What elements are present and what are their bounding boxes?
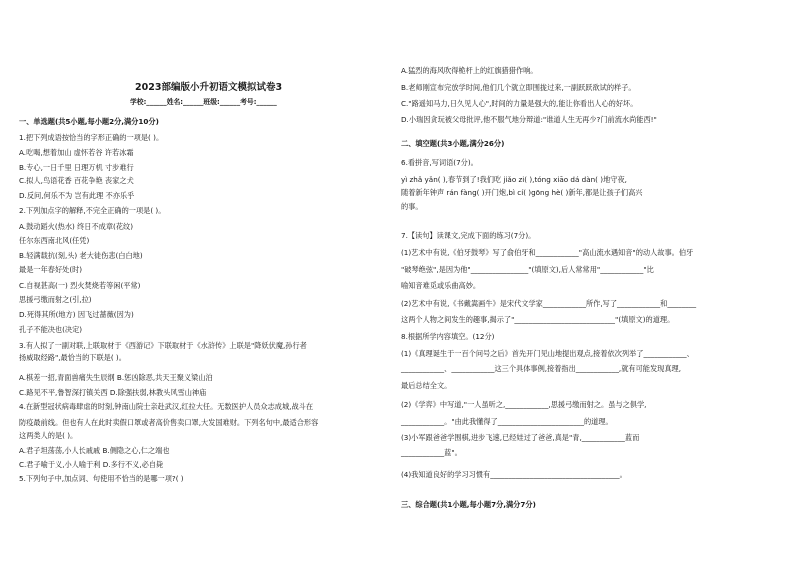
left-text-line: 最是一年春好处(时) xyxy=(19,265,83,274)
left-text-line: A.吃喝,想着加山 虚怀若谷 许若冰霜 xyxy=(19,148,134,157)
left-text-line: 扬威取经路",最恰当的下联是( )。 xyxy=(19,353,126,362)
left-text-line: 1.把下列成语按恰当的字形正确的一项是( )。 xyxy=(19,133,164,142)
left-text-line: C.自视甚高(一) 烈火焚烧若等闲(平常) xyxy=(19,281,141,290)
left-text-line: C.君子喻于义,小人喻于利 D.多行不义,必自毙 xyxy=(19,460,164,469)
right-text-line: A.猛烈的海风吹得桅杆上的红旗猎猎作响。 xyxy=(401,66,538,75)
right-text-line: "破琴绝弦",是因为他"________________"(填原文),后人常常用"____________"比 xyxy=(401,265,654,274)
left-text-line: D.死得其所(地方) 因飞过蔷薇(因为) xyxy=(19,310,134,319)
left-text-line: 2.下列加点字的解释,不完全正确的一项是( )。 xyxy=(19,206,166,215)
right-section-heading: 三、综合题(共1小题,每小题7分,满分7分) xyxy=(401,500,536,509)
left-text-line: 防疫最前线。但也有人在此时卖假口罩或者高价售卖口罩,大发国难财。下列名句中,最适合形容 xyxy=(19,418,319,427)
left-text-line: C.拟人,鸟语花香 百花争艳 丧家之犬 xyxy=(19,176,134,185)
right-text-line: (1)艺术中有说,《伯牙鼓琴》写了俞伯牙和____________"高山流水遇知音"的动人故事。伯牙 xyxy=(401,248,694,257)
right-text-line: (4)我知道良好的学习习惯有____________________________________。 xyxy=(401,470,627,479)
right-text-line: 的事。 xyxy=(401,202,423,211)
right-text-line: D.小瑞因贪玩被父母批评,他不服气地分辩道:"谁道人生无再少?门前流水尚能西!" xyxy=(401,115,657,124)
right-text-line: (3)小军跟爸爸学围棋,进步飞速,已经娃过了爸爸,真是"青,____________蓝而 xyxy=(401,433,640,442)
right-text-line: 这两个人物之间发生的趣事,揭示了"____________________________"(填原文)的道理。 xyxy=(401,315,675,324)
right-section-heading: 二、填空题(共3小题,满分26分) xyxy=(401,139,505,148)
right-text-line: (2)《学弈》中写道,"一人虽听之,____________,思援弓缴而射之。虽与之俱学, xyxy=(401,400,647,409)
right-text-line: B.老师刚宣布完放学时间,他们几个就立即围拢过来,一副跃跃欲试的样子。 xyxy=(401,83,636,92)
left-text-line: 思援弓缴而射之(引,拉) xyxy=(19,295,92,304)
left-text-line: 3.有人拟了一副对联,上联取材于《西游记》下联取材于《水浒传》上联是"降妖伏魔,孙行者 xyxy=(19,341,307,350)
left-text-line: A.君子坦荡荡,小人长戚戚 B.侧隐之心,仁之端也 xyxy=(19,446,170,455)
left-text-line: 任尔东西南北风(任凭) xyxy=(19,236,90,245)
left-text-line: B.轻满载抗(刻,头) 老大徒伤悲(白白地) xyxy=(19,251,143,260)
left-text-line: C.路见不平,鲁智深打镇关西 D.除强扶弱,林教头风雪山神庙 xyxy=(19,388,207,397)
left-text-line: A.棋差一招,青面兽痛失生辰纲 B.惩凶除恶,共天王聚义梁山泊 xyxy=(19,373,213,382)
left-text-line: 5.下列句子中,加点词、句使用不恰当的是哪一项?( ) xyxy=(19,474,184,483)
right-text-line: 最后总结全文。 xyxy=(401,381,452,390)
exam-title: 2023部编版小升初语文模拟试卷3 xyxy=(135,82,283,93)
right-text-line: 6.看拼音,写词语(7分)。 xyxy=(401,158,478,167)
left-text-line: 4.在新型冠状病毒肆虐的时刻,钟南山院士亲赴武汉,红拉大任。无数医护人员众志成城,战斗在 xyxy=(19,402,314,411)
right-text-line: ____________蓝"。 xyxy=(401,448,462,457)
right-text-line: 7.【读句】读课文,完成下面的练习(7分)。 xyxy=(401,231,536,240)
right-text-line: ____________、____________这三个具体事例,接着指出____________,就有可能发现真理, xyxy=(401,364,681,373)
right-text-line: 喻知音难觅或乐曲高妙。 xyxy=(401,281,481,290)
left-section-heading: 一、单选题(共5小题,每小题2分,满分10分) xyxy=(19,117,159,126)
right-text-line: ____________。"由此我懂得了________________________的道理。 xyxy=(401,417,613,426)
student-info-line: 学校:______姓名:______班级:______考号:______ xyxy=(130,98,277,106)
left-text-line: 这两类人的是( )。 xyxy=(19,431,78,440)
right-text-line: (2)艺术中有说,《书戴嵩画牛》是宋代文学家____________所作,写了____________和________ xyxy=(401,299,697,308)
right-text-line: 随着新年钟声 rán fàng( )开门炮,bì cí( )gōng hè( )新年,都是让孩子们高兴 xyxy=(401,188,643,197)
left-text-line: D.反问,何乐不为 岂有此理 不亦乐乎 xyxy=(19,191,135,200)
left-text-line: B.专心,一日千里 日理万机 寸步难行 xyxy=(19,163,134,172)
right-text-line: (1)《真理诞生于一百个问号之后》首先开门见山地提出观点,接着依次列举了____________、 xyxy=(401,349,694,358)
left-text-line: A.鼓动蹈火(热水) 终日不成章(花纹) xyxy=(19,222,134,231)
left-text-line: 孔子不能决也(决定) xyxy=(19,325,83,334)
right-text-line: 8.根据所学内容填空。(12分) xyxy=(401,332,495,341)
right-text-line: yì zhǎ yǎn( ),春节到了!我们吃 jiǎo zi( ),tóng xiāo dá dàn( )地守夜, xyxy=(401,175,627,184)
right-text-line: C."路遥知马力,日久见人心",时间的力量是强大的,能让你看出人心的好坏。 xyxy=(401,99,638,108)
